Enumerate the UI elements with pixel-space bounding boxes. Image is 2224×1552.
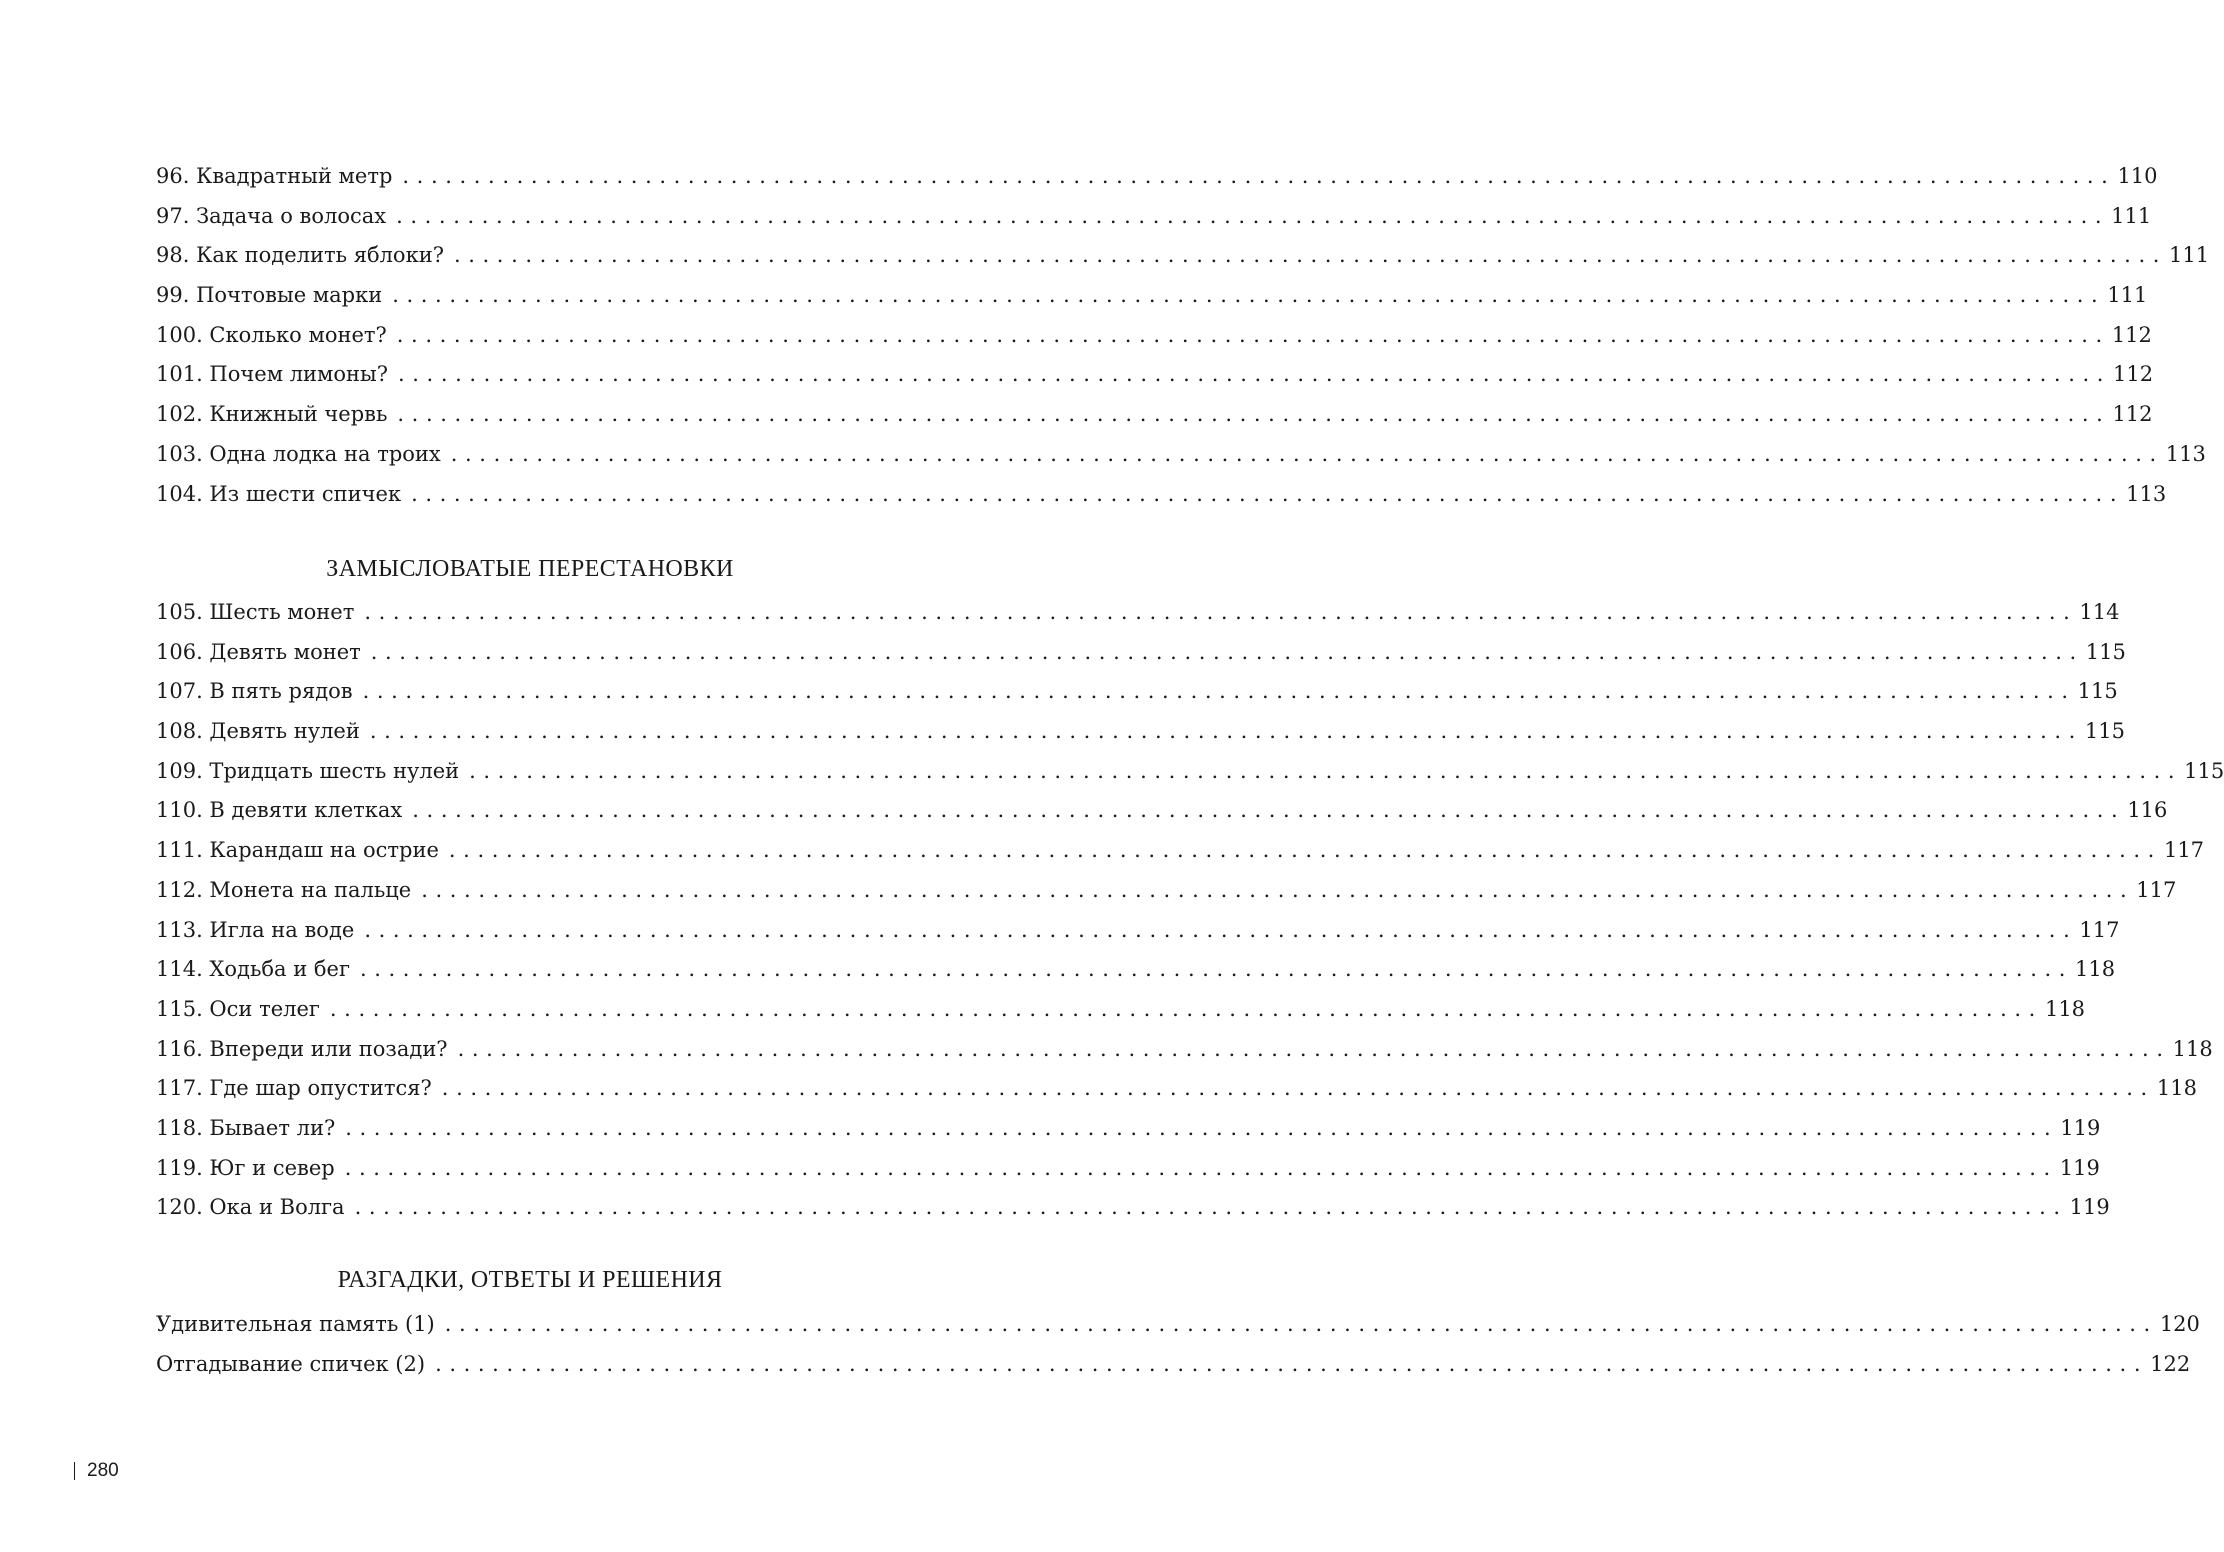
dot-leader: ........................................................................................................................ xyxy=(469,758,2183,783)
toc-entry-page: 112 xyxy=(2112,402,2153,427)
dot-leader: ........................................................................................................................ xyxy=(344,1155,2058,1180)
toc-entry-page: 111 xyxy=(2169,243,2210,268)
dot-leader: ........................................................................................................................ xyxy=(441,1076,2155,1101)
dot-leader: ........................................................................................................................ xyxy=(453,243,2168,268)
dot-leader: ........................................................................................................................ xyxy=(345,1115,2059,1140)
toc-entry[interactable] xyxy=(156,871,2177,911)
dot-leader: ........................................................................................................................ xyxy=(411,481,2125,506)
dot-leader: ........................................................................................................................ xyxy=(364,917,2078,942)
toc-entry-title: 96. Квадратный метр xyxy=(156,164,393,188)
dot-leader: ........................................................................................................................ xyxy=(354,1195,2068,1220)
dot-leader: ........................................................................................................................ xyxy=(457,1036,2171,1061)
toc-entry[interactable] xyxy=(156,1069,2197,1109)
toc-entry[interactable] xyxy=(156,157,2158,197)
toc-entry-page: 117 xyxy=(2136,877,2177,902)
toc-list-rearrangements xyxy=(156,593,2224,1228)
toc-entry-title: 108. Девять нулей xyxy=(156,719,360,744)
toc-entry-title: 113. Игла на воде xyxy=(156,917,355,942)
toc-entry[interactable] xyxy=(156,672,2118,712)
toc-entry[interactable] xyxy=(156,1030,2213,1070)
toc-entry[interactable] xyxy=(156,475,2167,515)
toc-entry[interactable] xyxy=(156,831,2205,871)
toc-entry-title: 116. Впереди или позади? xyxy=(156,1036,448,1061)
toc-entry-page: 119 xyxy=(2069,1195,2110,1220)
toc-entry-page: 115 xyxy=(2085,639,2126,664)
toc-list-continued xyxy=(156,157,2210,514)
dot-leader: ........................................................................................................................ xyxy=(397,402,2111,427)
toc-entry[interactable] xyxy=(156,712,2125,752)
toc-entry[interactable] xyxy=(156,911,2120,951)
toc-entry-title: Отгадывание спичек (2) xyxy=(156,1351,426,1376)
toc-entry[interactable] xyxy=(156,1109,2101,1149)
toc-entry-title: 120. Ока и Волга xyxy=(156,1195,345,1220)
dot-leader: ........................................................................................................................ xyxy=(450,441,2164,466)
toc-entry[interactable] xyxy=(156,1345,2191,1385)
toc-entry-title: 111. Карандаш на острие xyxy=(156,838,439,863)
toc-entry[interactable] xyxy=(156,197,2152,237)
toc-entry-page: 117 xyxy=(2079,917,2120,942)
toc-entry[interactable] xyxy=(156,395,2153,435)
dot-leader: ........................................................................................................................ xyxy=(359,957,2074,982)
toc-entry[interactable] xyxy=(156,1305,2200,1345)
section-heading: ЗАМЫСЛОВАТЫЕ ПЕРЕСТАНОВКИ xyxy=(326,556,734,582)
toc-entry-title: 115. Оси телег xyxy=(156,996,320,1021)
dot-leader: ........................................................................................................................ xyxy=(448,838,2162,863)
toc-entry[interactable] xyxy=(156,593,2120,633)
toc-entry[interactable] xyxy=(156,791,2168,831)
toc-entry-page: 116 xyxy=(2127,798,2168,823)
dot-leader: ........................................................................................................................ xyxy=(329,996,2043,1021)
toc-entry[interactable] xyxy=(156,990,2086,1030)
toc-entry-title: 114. Ходьба и бег xyxy=(156,957,350,982)
toc-entry-page: 115 xyxy=(2077,679,2118,704)
toc-entry-page: 114 xyxy=(2079,600,2120,624)
page-folio xyxy=(74,1460,119,1482)
toc-entry-title: 118. Бывает ли? xyxy=(156,1115,336,1140)
toc-list-answers xyxy=(156,1305,2200,1384)
toc-entry-page: 115 xyxy=(2084,719,2125,744)
toc-entry-title: 109. Тридцать шесть нулей xyxy=(156,758,460,783)
toc-entry[interactable] xyxy=(156,435,2206,475)
toc-entry-page: 118 xyxy=(2075,957,2116,982)
toc-entry-page: 118 xyxy=(2172,1036,2213,1061)
folio-rule xyxy=(74,1462,75,1480)
toc-entry[interactable] xyxy=(156,1188,2110,1228)
toc-entry-title: 106. Девять монет xyxy=(156,639,361,664)
dot-leader: ........................................................................................................................ xyxy=(398,362,2112,387)
dot-leader: ........................................................................................................................ xyxy=(402,164,2116,188)
toc-entry-title: 105. Шесть монет xyxy=(156,600,355,624)
toc-entry-title: 103. Одна лодка на троих xyxy=(156,441,441,466)
toc-entry-page: 118 xyxy=(2044,996,2086,1021)
toc-entry-page: 120 xyxy=(2159,1312,2200,1336)
dot-leader: ........................................................................................................................ xyxy=(444,1312,2158,1336)
dot-leader: ........................................................................................................................ xyxy=(396,203,2110,228)
toc-entry-title: 107. В пять рядов xyxy=(156,679,353,704)
toc-entry-page: 122 xyxy=(2150,1351,2191,1376)
toc-entry-title: 117. Где шар опустится? xyxy=(156,1076,432,1101)
toc-entry-page: 118 xyxy=(2156,1076,2197,1101)
toc-entry-page: 119 xyxy=(2060,1115,2101,1140)
toc-entry[interactable] xyxy=(156,316,2152,356)
dot-leader: ........................................................................................................................ xyxy=(362,679,2076,704)
dot-leader: ........................................................................................................................ xyxy=(392,283,2106,308)
toc-entry-title: 97. Задача о волосах xyxy=(156,203,387,228)
toc-entry-title: 98. Как поделить яблоки? xyxy=(156,243,444,268)
toc-entry-title: 102. Книжный червь xyxy=(156,402,388,427)
toc-entry-title: 112. Монета на пальце xyxy=(156,877,412,902)
toc-entry-title: Удивительная память (1) xyxy=(156,1312,435,1336)
toc-entry-title: 101. Почем лимоны? xyxy=(156,362,388,387)
toc-entry-title: 104. Из шести спичек xyxy=(156,481,402,506)
toc-entry-page: 119 xyxy=(2059,1155,2100,1180)
toc-entry-page: 112 xyxy=(2113,362,2154,387)
toc-entry-page: 115 xyxy=(2184,758,2224,783)
dot-leader: ........................................................................................................................ xyxy=(396,322,2110,347)
toc-entry-title: 119. Юг и север xyxy=(156,1155,335,1180)
dot-leader: ........................................................................................................................ xyxy=(412,798,2126,823)
dot-leader: ........................................................................................................................ xyxy=(435,1351,2149,1376)
toc-entry-page: 111 xyxy=(2111,203,2152,228)
toc-entry-title: 99. Почтовые марки xyxy=(156,283,383,308)
toc-entry-page: 112 xyxy=(2111,322,2152,347)
toc-entry[interactable] xyxy=(156,633,2126,673)
toc-entry[interactable] xyxy=(156,950,2116,990)
toc-entry-title: 100. Сколько монет? xyxy=(156,322,387,347)
toc-entry-page: 111 xyxy=(2107,283,2148,308)
section-heading: РАЗГАДКИ, ОТВЕТЫ И РЕШЕНИЯ xyxy=(337,1267,723,1293)
toc-entry[interactable] xyxy=(156,752,2224,792)
toc-entry[interactable] xyxy=(156,1149,2100,1189)
toc-entry-page: 117 xyxy=(2163,838,2205,863)
toc-entry[interactable] xyxy=(156,276,2148,316)
toc-entry-page: 113 xyxy=(2165,441,2206,466)
dot-leader: ........................................................................................................................ xyxy=(364,600,2078,624)
toc-entry[interactable] xyxy=(156,355,2154,395)
toc-entry-title: 110. В девяти клетках xyxy=(156,798,403,823)
page-number: 280 xyxy=(87,1460,119,1481)
toc-entry[interactable] xyxy=(156,236,2210,276)
dot-leader: ........................................................................................................................ xyxy=(421,877,2135,902)
dot-leader: ........................................................................................................................ xyxy=(370,639,2084,664)
toc-entry-page: 110 xyxy=(2117,164,2158,188)
dot-leader: ........................................................................................................................ xyxy=(369,719,2083,744)
toc-entry-page: 113 xyxy=(2126,481,2167,506)
